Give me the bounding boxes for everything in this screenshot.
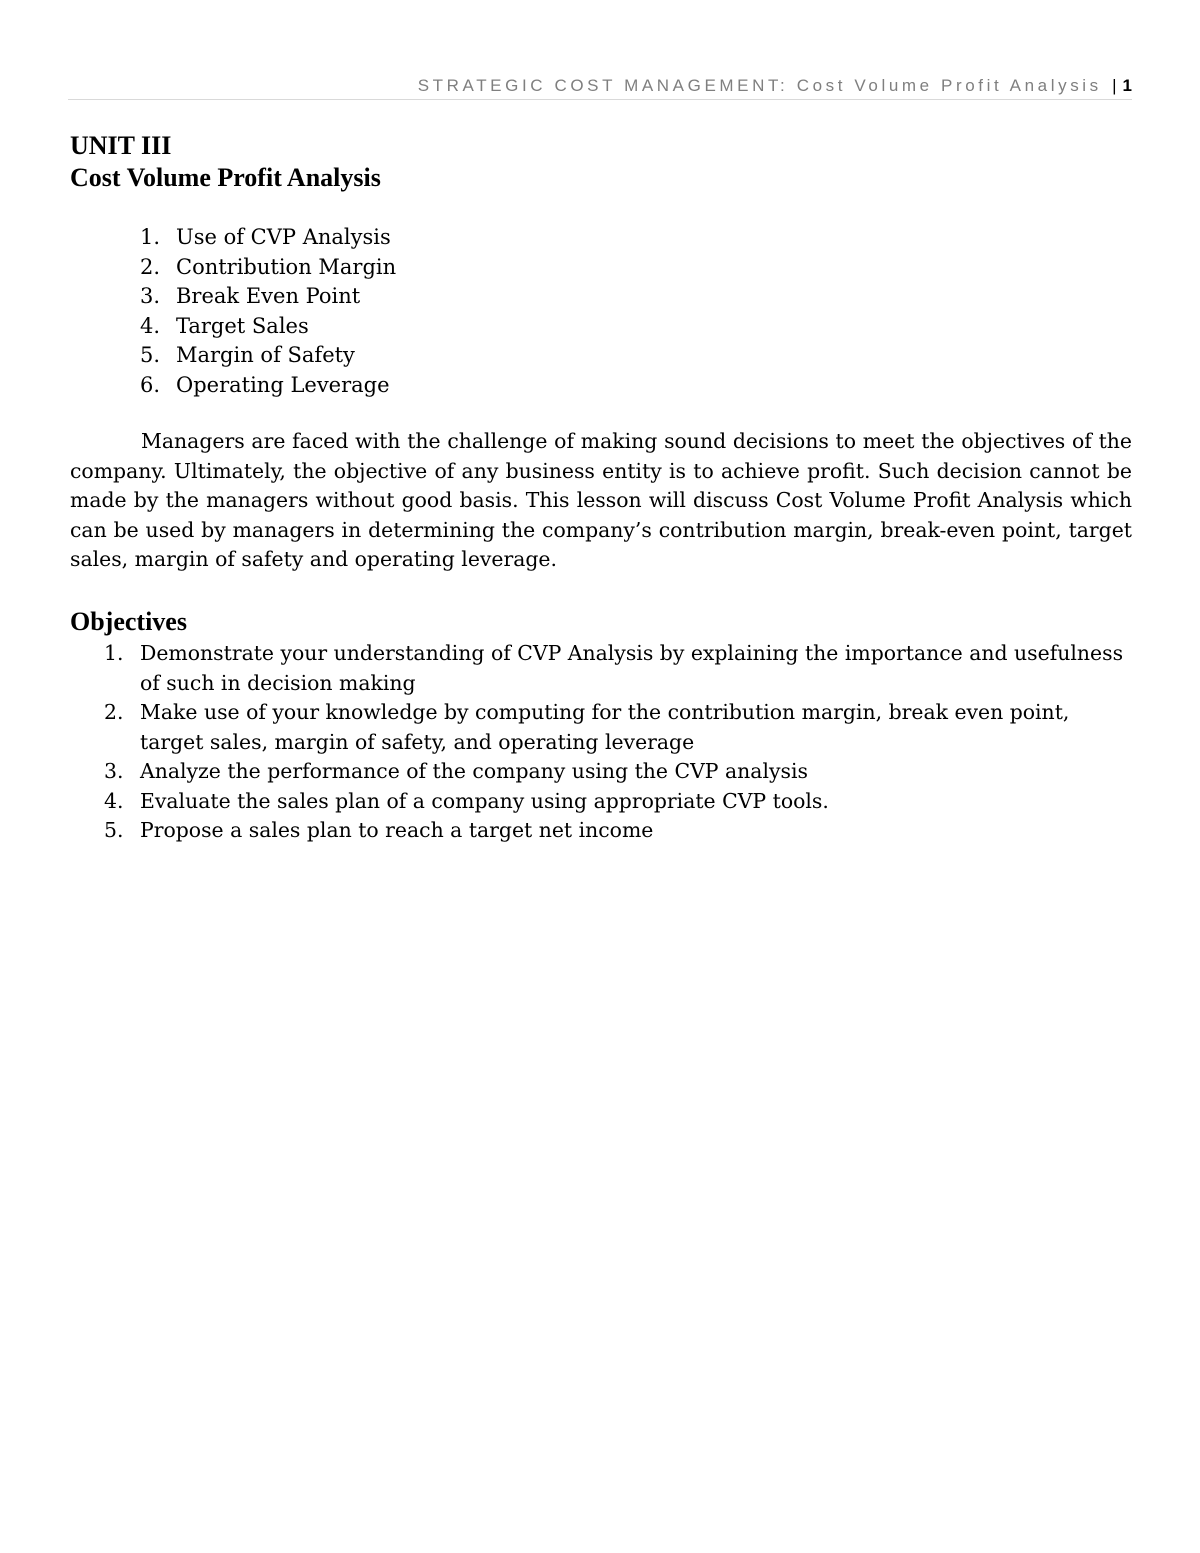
header-rule xyxy=(68,99,1132,100)
objective-number: 2. xyxy=(104,700,124,724)
objective-number: 1. xyxy=(104,641,124,665)
objective-item xyxy=(104,787,1132,817)
topic-number: 5. xyxy=(140,343,161,367)
topic-item xyxy=(140,341,396,371)
objective-text: Propose a sales plan to reach a target net income xyxy=(140,818,654,842)
objective-number: 5. xyxy=(104,818,124,842)
objective-number: 3. xyxy=(104,759,124,783)
intro-paragraph: Managers are faced with the challenge of making sound decisions to meet the objectives of the company. Ultimately, the objective of any business entity is to achieve profit. Such decision cannot be made by the managers without good basis. This lesson will discuss Cost Volume Profit Analysis which can be used by managers in determining the company’s contribution margin, break-even point, target sales, margin of safety and operating leverage. xyxy=(70,429,1132,571)
topic-item xyxy=(140,282,396,312)
objectives-list xyxy=(104,639,1132,846)
topic-text: Break Even Point xyxy=(176,284,361,308)
topic-text: Target Sales xyxy=(176,313,309,338)
running-header xyxy=(68,76,1132,96)
objective-text: Evaluate the sales plan of a company using appropriate CVP tools. xyxy=(140,788,829,813)
running-header-separator: | xyxy=(1112,76,1117,95)
unit-label: UNIT III xyxy=(70,131,172,160)
topic-item xyxy=(140,312,396,342)
running-header-title: STRATEGIC COST MANAGEMENT: Cost Volume Profit Analysis xyxy=(417,76,1102,95)
objective-text: Analyze the performance of the company using the CVP analysis xyxy=(140,759,808,783)
unit-heading xyxy=(70,130,381,194)
topic-number: 4. xyxy=(140,313,161,338)
objective-item xyxy=(104,639,1132,698)
objective-number: 4. xyxy=(104,788,124,813)
objective-item xyxy=(104,698,1132,757)
topic-number: 1. xyxy=(140,225,161,249)
topic-number: 2. xyxy=(140,254,161,279)
objective-text: Demonstrate your understanding of CVP Analysis by explaining the importance and usefulness of such in decision making xyxy=(140,641,1124,695)
objectives-heading: Objectives xyxy=(70,607,187,636)
topic-number: 6. xyxy=(140,372,161,397)
objective-item xyxy=(104,816,1132,846)
objective-item xyxy=(104,757,1132,787)
topics-list xyxy=(140,223,396,400)
topic-text: Use of CVP Analysis xyxy=(176,225,391,249)
topic-number: 3. xyxy=(140,284,161,308)
objective-text: Make use of your knowledge by computing for the contribution margin, break even point, target sales, margin of safety, and operating leverage xyxy=(140,700,1070,754)
page-number: 1 xyxy=(1122,76,1132,95)
topic-item xyxy=(140,371,396,401)
topic-item xyxy=(140,223,396,253)
topic-text: Contribution Margin xyxy=(176,254,397,279)
topic-text: Margin of Safety xyxy=(176,343,355,367)
topic-text: Operating Leverage xyxy=(176,372,390,397)
unit-title: Cost Volume Profit Analysis xyxy=(70,163,381,192)
topic-item xyxy=(140,253,396,283)
